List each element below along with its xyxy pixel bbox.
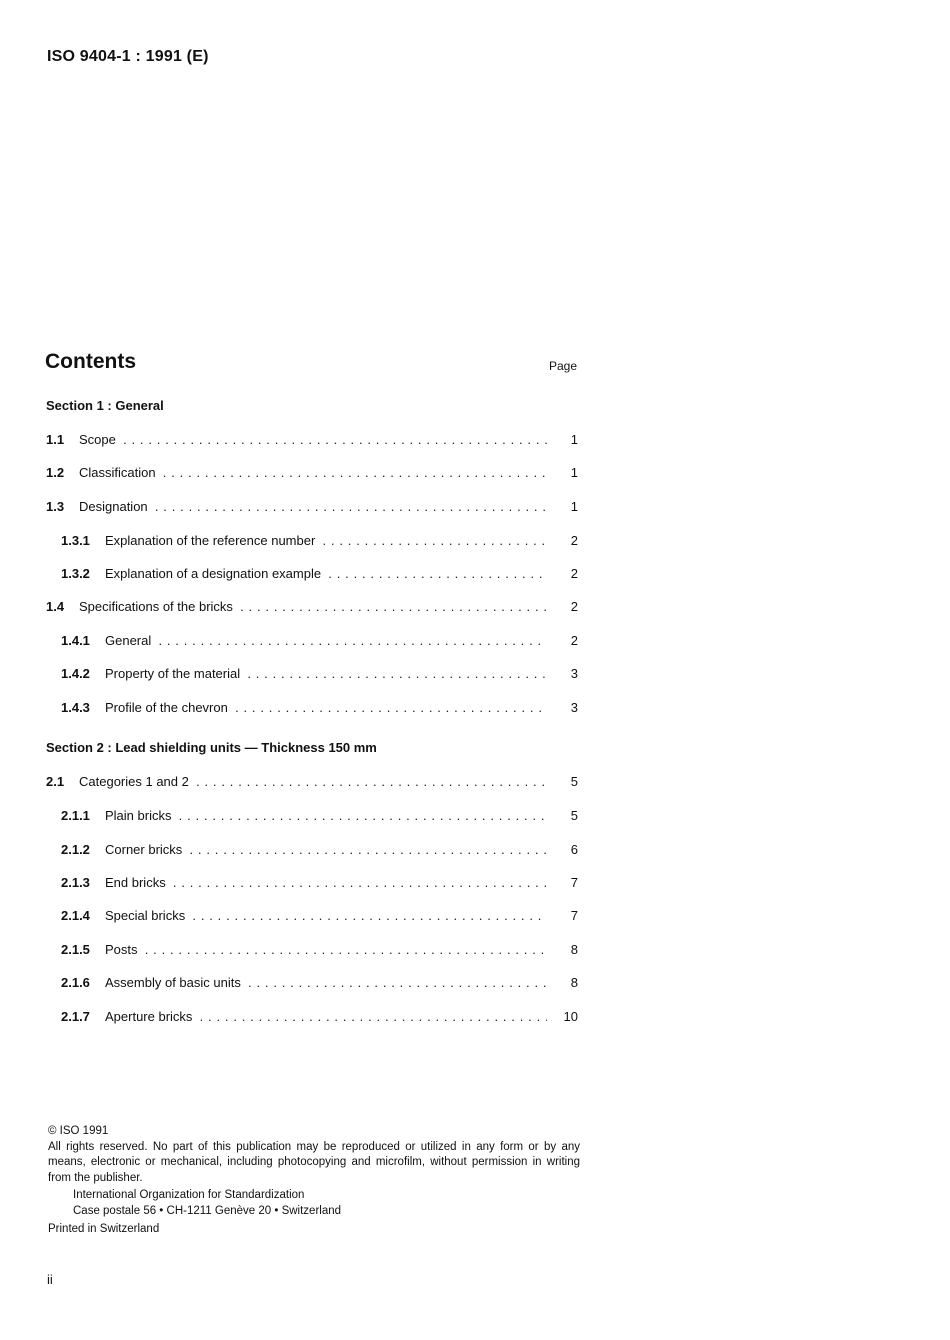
- page-number: ii: [47, 1272, 53, 1287]
- document-id-header: ISO 9404-1 : 1991 (E): [47, 48, 209, 65]
- toc-entry-title: Aperture bricks: [105, 1009, 195, 1024]
- toc-entry-title: Special bricks: [105, 908, 188, 923]
- toc-entry-page: 5: [570, 808, 578, 823]
- toc-entry-page: 8: [570, 975, 578, 990]
- toc-entry-page: 7: [570, 875, 578, 890]
- toc-entry-number: 1.3.1: [61, 533, 90, 548]
- toc-entry[interactable]: [46, 666, 578, 682]
- toc-entry-number: 1.3: [46, 499, 65, 514]
- toc-entry-number: 1.4: [46, 599, 65, 614]
- toc-entry-title: Assembly of basic units: [105, 975, 244, 990]
- toc-entry[interactable]: [46, 432, 578, 448]
- printed-location: Printed in Switzerland: [48, 1223, 160, 1235]
- toc-entry-title: End bricks: [105, 875, 169, 890]
- toc-entry-number: 2.1.5: [61, 942, 90, 957]
- toc-entry[interactable]: [46, 808, 578, 824]
- toc-entry[interactable]: [46, 975, 578, 991]
- toc-entry-page: 7: [570, 908, 578, 923]
- toc-entry-title: Profile of the chevron: [105, 700, 231, 715]
- page-column-label: Page: [549, 359, 578, 373]
- toc-entry-title: Explanation of a designation example: [105, 566, 324, 581]
- toc-entry-title: Property of the material: [105, 666, 243, 681]
- rights-statement: All rights reserved. No part of this publication may be reproduced or utilized in any form or by any means, electronic or mechanical, including photocopying and microfilm, without permission in writing from the publisher.: [48, 1140, 580, 1184]
- toc-entry[interactable]: [46, 465, 578, 481]
- toc-entry-title: Explanation of the reference number: [105, 533, 318, 548]
- toc-entry-title: Specifications of the bricks: [79, 599, 236, 614]
- organization-address: Case postale 56 • CH-1211 Genève 20 • Switzerland: [73, 1204, 342, 1217]
- toc-entry-page: 3: [570, 700, 578, 715]
- toc-entry[interactable]: [46, 566, 578, 582]
- toc-entry-number: 2.1.7: [61, 1009, 90, 1024]
- toc-entry[interactable]: [46, 1009, 578, 1025]
- toc-entry[interactable]: [46, 774, 578, 790]
- toc-entry-title: General: [105, 633, 154, 648]
- toc-entry-title: Designation: [79, 499, 151, 514]
- toc-entry-number: 2.1.4: [61, 908, 90, 923]
- toc-entry-page: 2: [570, 633, 578, 648]
- toc-entry[interactable]: [46, 908, 578, 924]
- toc-entry[interactable]: [46, 942, 578, 958]
- toc-entry-page: 1: [570, 432, 578, 447]
- toc-entry-title: Plain bricks: [105, 808, 174, 823]
- toc-entry-title: Corner bricks: [105, 842, 185, 857]
- copyright-block: [48, 1124, 580, 1238]
- toc-entry-page: 8: [570, 942, 578, 957]
- toc-entry-title: Posts: [105, 942, 141, 957]
- toc-entry-page: 2: [570, 599, 578, 614]
- toc-entry-page: 3: [570, 666, 578, 681]
- toc-entry-page: 1: [570, 499, 578, 514]
- toc-entry-page: 2: [570, 533, 578, 548]
- toc-entry-number: 2.1.3: [61, 875, 90, 890]
- toc-entry-number: 1.1: [46, 432, 65, 447]
- toc-entry-number: 1.4.3: [61, 700, 90, 715]
- toc-entry-page: 10: [563, 1009, 578, 1024]
- toc-entry[interactable]: [46, 700, 578, 716]
- toc-entry-page: 5: [570, 774, 578, 789]
- organization-name: International Organization for Standardization: [73, 1189, 305, 1201]
- toc-entry[interactable]: [46, 842, 578, 858]
- toc-entry[interactable]: [46, 533, 578, 549]
- toc-entry-number: 1.4.2: [61, 666, 90, 681]
- toc-entry-title: Classification: [79, 465, 159, 480]
- section-heading-1: Section 1 : General: [46, 398, 164, 413]
- toc-entry-number: 2.1: [46, 774, 65, 789]
- section-heading-2: Section 2 : Lead shielding units — Thickness 150 mm: [46, 740, 377, 755]
- toc-entry-number: 2.1.1: [61, 808, 90, 823]
- copyright-notice: © ISO 1991: [48, 1125, 109, 1137]
- toc-entry-title: Scope: [79, 432, 119, 447]
- toc-entry-number: 1.2: [46, 465, 65, 480]
- toc-entry[interactable]: [46, 599, 578, 615]
- toc-entry-number: 1.3.2: [61, 566, 90, 581]
- toc-entry-number: 2.1.6: [61, 975, 90, 990]
- toc-entry-page: 1: [570, 465, 578, 480]
- toc-entry[interactable]: [46, 633, 578, 649]
- toc-entry-page: 6: [570, 842, 578, 857]
- toc-entry[interactable]: [46, 499, 578, 515]
- contents-title: Contents: [45, 350, 136, 373]
- toc-entry-number: 2.1.2: [61, 842, 90, 857]
- toc-entry-page: 2: [570, 566, 578, 581]
- toc-entry-number: 1.4.1: [61, 633, 90, 648]
- toc-entry-title: Categories 1 and 2: [79, 774, 192, 789]
- toc-entry[interactable]: [46, 875, 578, 891]
